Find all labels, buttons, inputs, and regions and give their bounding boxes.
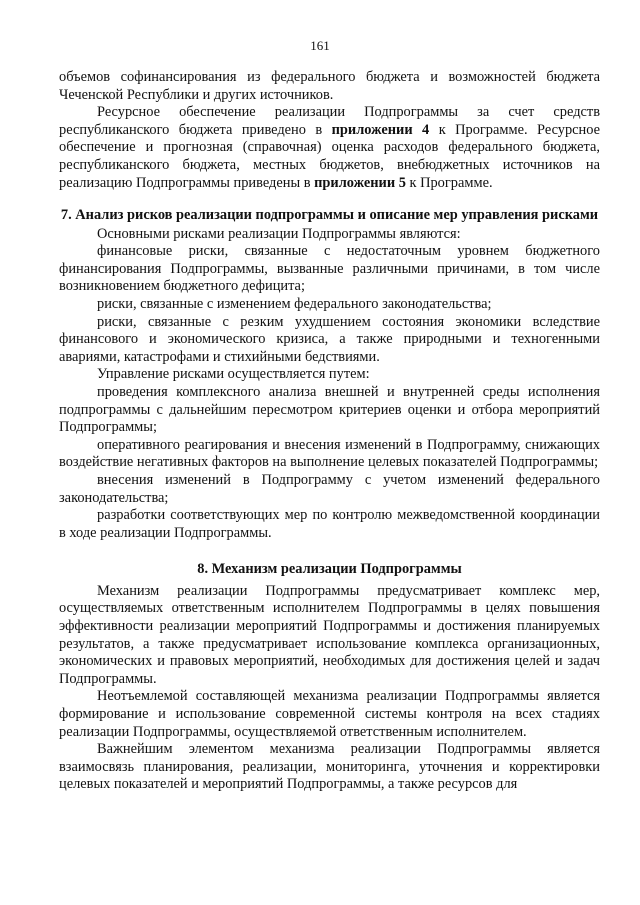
page-number: 161 — [310, 38, 330, 53]
section-8-heading: 8. Механизм реализации Подпрограммы — [197, 561, 462, 578]
section-8-paragraph: Неотъемлемой составляющей механизма реализации Подпрограммы является формирование и использование современной системы контроля на всех стадиях реализации Подпрограммы, осуществляемой ответственным исполнителем. — [59, 688, 600, 740]
page-content — [59, 69, 600, 794]
appendix-5-ref: приложении 5 — [314, 174, 406, 191]
intro-paragraph: объемов софинансирования из федерального бюджета и возможностей бюджета Чеченской Республики и других источников. — [59, 69, 600, 103]
resource-text-2: к Программе. Ресурсное обеспечение и прогнозная (справочная) оценка расходов федерального бюджета, республиканского бюджета, местных бюджетов, внебюджетных источников на реализацию Подпрограммы приведены в — [59, 121, 601, 191]
section-7-paragraph: финансовые риски, связанные с недостаточным уровнем бюджетного финансирования Подпрограммы, вызванные различными причинами, в том числе возникновением бюджетного дефицита; — [59, 243, 600, 295]
section-8-paragraph: Механизм реализации Подпрограммы предусматривает комплекс мер, осуществляемых ответственным исполнителем Подпрограммы в целях повышения эффективности реализации мероприятий Подпрограммы и достижения планируемых результатов, а также предусматривает использование комплекса организационных, экономических и правовых мероприятий, необходимых для достижения целей и задач Подпрограммы. — [59, 582, 600, 687]
section-7-paragraph: внесения изменений в Подпрограмму с учетом изменений федерального законодательства; — [59, 471, 600, 506]
resource-text-1: Ресурсное обеспечение реализации Подпрограммы за счет средств республиканского бюджета приведено в — [59, 104, 600, 138]
section-7-heading: 7. Анализ рисков реализации подпрограммы и описание мер управления рисками — [60, 207, 599, 224]
section-7-paragraph: риски, связанные с резким ухудшением состояния экономики вследствие финансового и экономического кризиса, а также природными и техногенными авариями, катастрофами и стихийными бедствиями. — [59, 313, 600, 365]
resource-paragraph — [59, 104, 600, 192]
section-7-paragraph: риски, связанные с изменением федерального законодательства; — [97, 296, 492, 313]
section-7-paragraph: разработки соответствующих мер по контролю межведомственной координации в ходе реализации Подпрограммы. — [59, 507, 600, 541]
resource-text-3: к Программе. — [405, 174, 493, 191]
section-7-paragraph: проведения комплексного анализа внешней и внутренней среды исполнения подпрограммы с дальнейшим пересмотром критериев оценки и отбора мероприятий Подпрограммы; — [59, 384, 600, 436]
section-7-paragraph: Основными рисками реализации Подпрограммы являются: — [97, 225, 461, 242]
section-7-paragraph: Управление рисками осуществляется путем: — [97, 366, 370, 383]
section-7-paragraph: оперативного реагирования и внесения изменений в Подпрограмму, снижающих воздействие негативных факторов на выполнение целевых показателей Подпрограммы; — [59, 436, 600, 471]
appendix-4-ref: приложении 4 — [331, 121, 430, 138]
section-8-paragraph: Важнейшим элементом механизма реализации Подпрограммы является взаимосвязь планирования, реализации, мониторинга, уточнения и корректировки целевых показателей и мероприятий Подпрограммы, а также ресурсов для — [59, 741, 600, 793]
